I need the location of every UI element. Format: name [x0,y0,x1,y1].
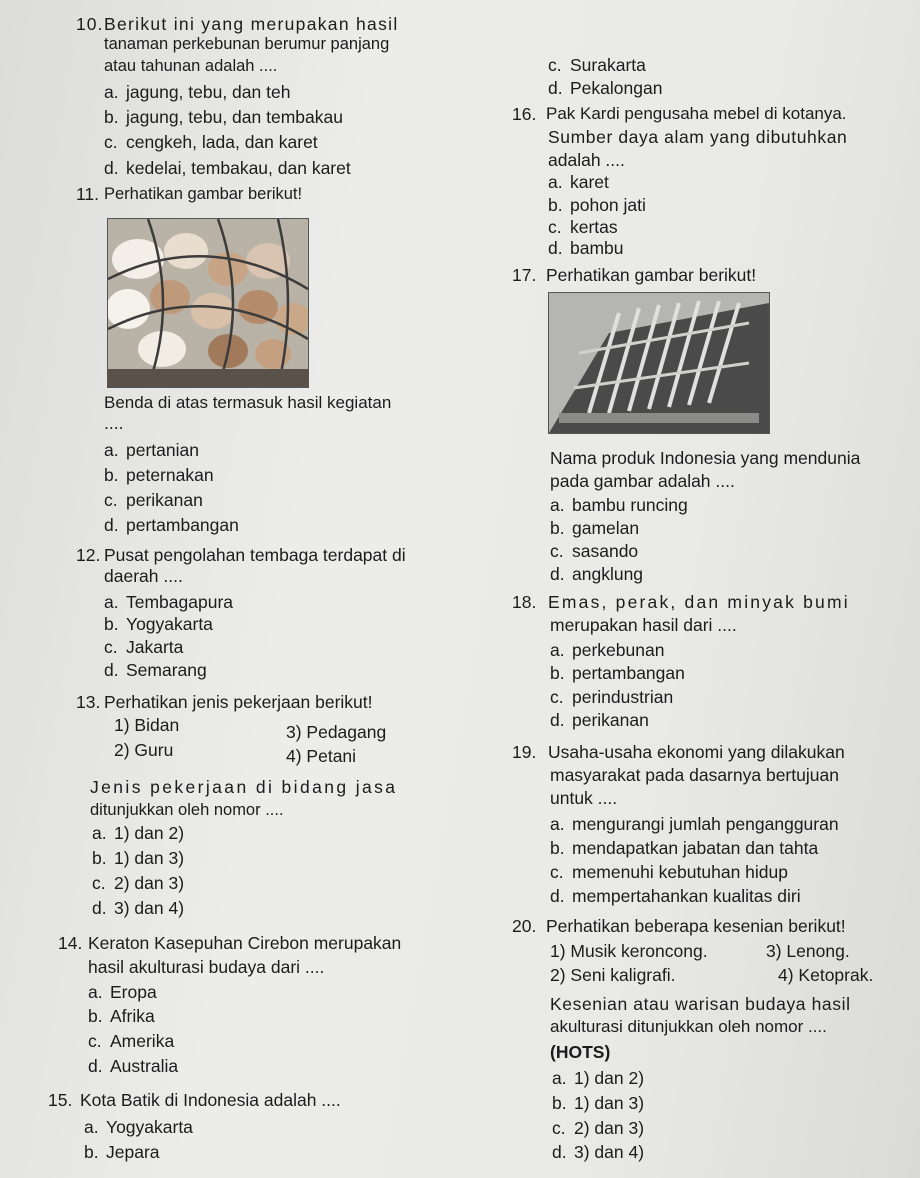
question-14-option-d[interactable]: d. Australia [88,1056,179,1076]
question-20-option-d[interactable]: d. 3) dan 4) [552,1142,645,1162]
question-11-option-a[interactable]: a. pertanian [104,440,199,460]
question-16-line-1: Pak Kardi pengusaha mebel di kotanya. [546,104,847,123]
question-14-line-1: Keraton Kasepuhan Cirebon merupakan [88,933,402,953]
question-14-option-a[interactable]: a. Eropa [88,982,157,1002]
question-19-option-a[interactable]: a. mengurangi jumlah pengangguran [550,814,839,834]
question-13-line-1: Jenis pekerjaan di bidang jasa [90,777,398,797]
question-10-option-c[interactable]: c. cengkeh, lada, dan karet [104,132,318,152]
question-13-option-a[interactable]: a. 1) dan 2) [92,823,185,843]
question-10-number: 10. [76,14,104,34]
question-13-item-3: 3) Pedagang [286,722,387,742]
question-11-line-2: .... [104,413,124,433]
question-17-number: 17. [512,265,537,285]
question-20-prompt: Perhatikan beberapa kesenian berikut! [546,916,846,936]
question-13-item-1: 1) Bidan [114,715,180,735]
question-16-line-2: Sumber daya alam yang dibutuhkan [548,127,848,147]
question-19-option-c[interactable]: c. memenuhi kebutuhan hidup [550,862,788,882]
hots-tag: (HOTS) [550,1042,611,1062]
question-12-option-b[interactable]: b. Yogyakarta [104,614,213,634]
question-10-line-1: Berikut ini yang merupakan hasil [104,14,399,34]
question-14-option-b[interactable]: b. Afrika [88,1006,155,1026]
angklung-image [548,292,770,434]
question-18-line-2: merupakan hasil dari .... [550,615,737,635]
question-16-option-a[interactable]: a. karet [548,172,609,192]
question-17-option-b[interactable]: b. gamelan [550,518,640,538]
question-20-option-a[interactable]: a. 1) dan 2) [552,1068,645,1088]
question-20-item-3: 3) Lenong. [766,941,850,961]
question-20-item-4: 4) Ketoprak. [778,965,874,985]
question-13-option-b[interactable]: b. 1) dan 3) [92,848,185,868]
question-10-option-b[interactable]: b. jagung, tebu, dan tembakau [104,107,343,127]
question-17-option-c[interactable]: c. sasando [550,541,639,561]
question-12-line-1: Pusat pengolahan tembaga terdapat di [104,545,406,565]
question-13-item-2: 2) Guru [114,740,174,760]
question-20-option-c[interactable]: c. 2) dan 3) [552,1118,645,1138]
question-18-number: 18. [512,592,537,612]
question-12-line-2: daerah .... [104,566,183,586]
question-14-number: 14. [58,933,83,953]
question-13-number: 13. [76,692,101,712]
question-10-line-2: tanaman perkebunan berumur panjang [104,35,390,53]
question-16-option-d[interactable]: d. bambu [548,238,624,258]
question-18-option-c[interactable]: c. perindustrian [550,687,674,707]
angklung-illustration [549,293,769,433]
question-13-prompt: Perhatikan jenis pekerjaan berikut! [104,692,373,712]
question-11-option-d[interactable]: d. pertambangan [104,515,239,535]
question-17-prompt: Perhatikan gambar berikut! [546,265,757,285]
question-11-option-b[interactable]: b. peternakan [104,465,214,485]
question-18-line-1: Emas, perak, dan minyak bumi [548,592,850,612]
question-17-line-2: pada gambar adalah .... [550,471,735,491]
question-18-option-d[interactable]: d. perikanan [550,710,649,730]
eggs-basket-image [107,218,309,388]
question-12-number: 12. [76,545,101,565]
question-12-option-a[interactable]: a. Tembagapura [104,592,234,612]
question-20-option-b[interactable]: b. 1) dan 3) [552,1093,645,1113]
question-19-number: 19. [512,742,537,762]
question-15-number: 15. [48,1090,73,1110]
question-16-option-c[interactable]: c. kertas [548,217,618,237]
question-13-line-2: ditunjukkan oleh nomor .... [90,801,284,819]
question-19-option-b[interactable]: b. mendapatkan jabatan dan tahta [550,838,819,858]
question-16-line-3: adalah .... [548,150,625,170]
question-11-prompt: Perhatikan gambar berikut! [104,185,303,203]
question-18-option-a[interactable]: a. perkebunan [550,640,665,660]
question-10-option-d[interactable]: d. kedelai, tembakau, dan karet [104,158,351,178]
question-19-option-d[interactable]: d. mempertahankan kualitas diri [550,886,801,906]
question-11-option-c[interactable]: c. perikanan [104,490,203,510]
question-17-option-d[interactable]: d. angklung [550,564,644,584]
question-10-option-a[interactable]: a. jagung, tebu, dan teh [104,82,291,102]
question-13-item-4: 4) Petani [286,746,357,766]
question-19-line-1: Usaha-usaha ekonomi yang dilakukan [548,742,845,762]
question-19-line-3: untuk .... [550,788,618,808]
question-15-option-d[interactable]: d. Pekalongan [548,78,663,98]
question-20-number: 20. [512,916,537,936]
question-15-option-b[interactable]: b. Jepara [84,1142,160,1162]
question-13-option-d[interactable]: d. 3) dan 4) [92,898,185,918]
question-14-line-2: hasil akulturasi budaya dari .... [88,957,325,977]
question-20-item-2: 2) Seni kaligrafi. [550,965,676,985]
question-13-option-c[interactable]: c. 2) dan 3) [92,873,185,893]
question-16-number: 16. [512,104,537,124]
question-15-line-1: Kota Batik di Indonesia adalah .... [80,1090,341,1110]
question-19-line-2: masyarakat pada dasarnya bertujuan [550,765,839,785]
question-15-option-c[interactable]: c. Surakarta [548,55,646,75]
question-20-line-2: akulturasi ditunjukkan oleh nomor .... [550,1017,827,1036]
question-10-line-3: atau tahunan adalah .... [104,57,278,75]
eggs-illustration [108,219,308,387]
question-11-number: 11. [76,184,100,204]
question-15-option-a[interactable]: a. Yogyakarta [84,1117,193,1137]
question-18-option-b[interactable]: b. pertambangan [550,663,685,683]
question-17-option-a[interactable]: a. bambu runcing [550,495,688,515]
question-16-option-b[interactable]: b. pohon jati [548,195,646,215]
question-12-option-c[interactable]: c. Jakarta [104,637,184,657]
question-20-line-1: Kesenian atau warisan budaya hasil [550,994,851,1014]
question-12-option-d[interactable]: d. Semarang [104,660,207,680]
question-17-line-1: Nama produk Indonesia yang mendunia [550,448,861,468]
question-11-line-1: Benda di atas termasuk hasil kegiatan [104,393,392,412]
question-14-option-c[interactable]: c. Amerika [88,1031,175,1051]
question-20-item-1: 1) Musik keroncong. [550,941,708,961]
